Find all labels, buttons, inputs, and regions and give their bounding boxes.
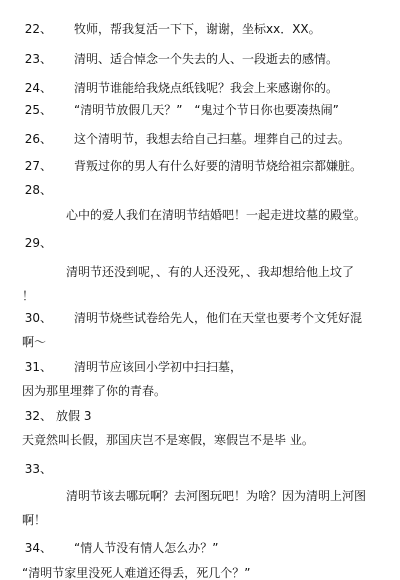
line-text: “情人节没有情人怎么办？” bbox=[74, 541, 219, 555]
numbered-line bbox=[0, 103, 339, 117]
continuation-line bbox=[22, 513, 46, 527]
numbered-line bbox=[0, 52, 338, 66]
line-text: 放假 3 bbox=[56, 409, 92, 423]
line-text: 牧师，帮我复活一下下，谢谢，坐标xx．XX。 bbox=[74, 22, 321, 36]
line-number: 25、 bbox=[24, 103, 52, 117]
numbered-line bbox=[0, 159, 362, 173]
line-number: 32、 bbox=[24, 409, 52, 423]
continuation-line bbox=[66, 265, 354, 279]
line-text: 背叛过你的男人有什么好要的清明节烧给祖宗都嫌脏。 bbox=[74, 159, 363, 173]
line-number: 28、 bbox=[24, 183, 52, 197]
line-number: 33、 bbox=[24, 462, 52, 476]
continuation-line bbox=[22, 289, 34, 303]
line-number: 24、 bbox=[24, 81, 52, 95]
line-number: 27、 bbox=[24, 159, 52, 173]
numbered-line bbox=[0, 132, 350, 146]
continuation-line bbox=[66, 489, 366, 503]
line-text: 清明节谁能给我烧点纸钱呢？我会上来感谢你的。 bbox=[74, 81, 339, 95]
line-text: 啊～ bbox=[22, 335, 47, 349]
numbered-line bbox=[0, 541, 218, 555]
numbered-line bbox=[0, 462, 52, 476]
line-text: ！ bbox=[22, 289, 35, 303]
continuation-line bbox=[22, 335, 46, 349]
line-text: 因为那里埋葬了你的青春。 bbox=[22, 384, 167, 398]
continuation-line bbox=[22, 384, 166, 398]
line-number: 34、 bbox=[24, 541, 52, 555]
line-number: 22、 bbox=[24, 22, 52, 36]
continuation-line bbox=[22, 433, 314, 447]
line-number: 29、 bbox=[24, 236, 52, 250]
line-text: 这个清明节，我想去给自己扫墓。埋葬自己的过去。 bbox=[74, 132, 351, 146]
line-number: 30、 bbox=[24, 311, 52, 325]
line-text: 清明、适合悼念一个失去的人、一段逝去的感情。 bbox=[74, 52, 339, 66]
line-text: 啊！ bbox=[22, 513, 47, 527]
continuation-line bbox=[66, 208, 366, 222]
numbered-line bbox=[0, 236, 52, 250]
line-text: 清明节还没到呢，、有的人还没死，、我却想给他上坟了 bbox=[66, 265, 355, 279]
line-number: 23、 bbox=[24, 52, 52, 66]
numbered-line bbox=[0, 183, 52, 197]
numbered-line bbox=[0, 22, 321, 36]
numbered-line bbox=[0, 409, 91, 423]
line-text: 清明节该去哪玩啊？去河图玩吧！为啥？因为清明上河图 bbox=[66, 489, 367, 503]
line-text: “清明节放假几天？” “鬼过个节日你也要凑热闹” bbox=[74, 103, 339, 117]
numbered-line bbox=[0, 311, 362, 325]
line-text: 天竟然叫长假，那国庆岂不是寒假，寒假岂不是毕 业。 bbox=[22, 433, 314, 447]
line-text: 心中的爱人我们在清明节结婚吧！一起走进坟墓的殿堂。 bbox=[66, 208, 367, 222]
line-text: 清明节应该回小学初中扫扫墓， bbox=[74, 360, 243, 374]
line-text: “清明节家里没死人难道还得丢，死几个？” bbox=[22, 566, 251, 580]
line-number: 26、 bbox=[24, 132, 52, 146]
line-text: 清明节烧些试卷给先人，他们在天堂也要考个文凭好混 bbox=[74, 311, 363, 325]
line-number: 31、 bbox=[24, 360, 52, 374]
numbered-line bbox=[0, 81, 338, 95]
numbered-line bbox=[0, 360, 242, 374]
